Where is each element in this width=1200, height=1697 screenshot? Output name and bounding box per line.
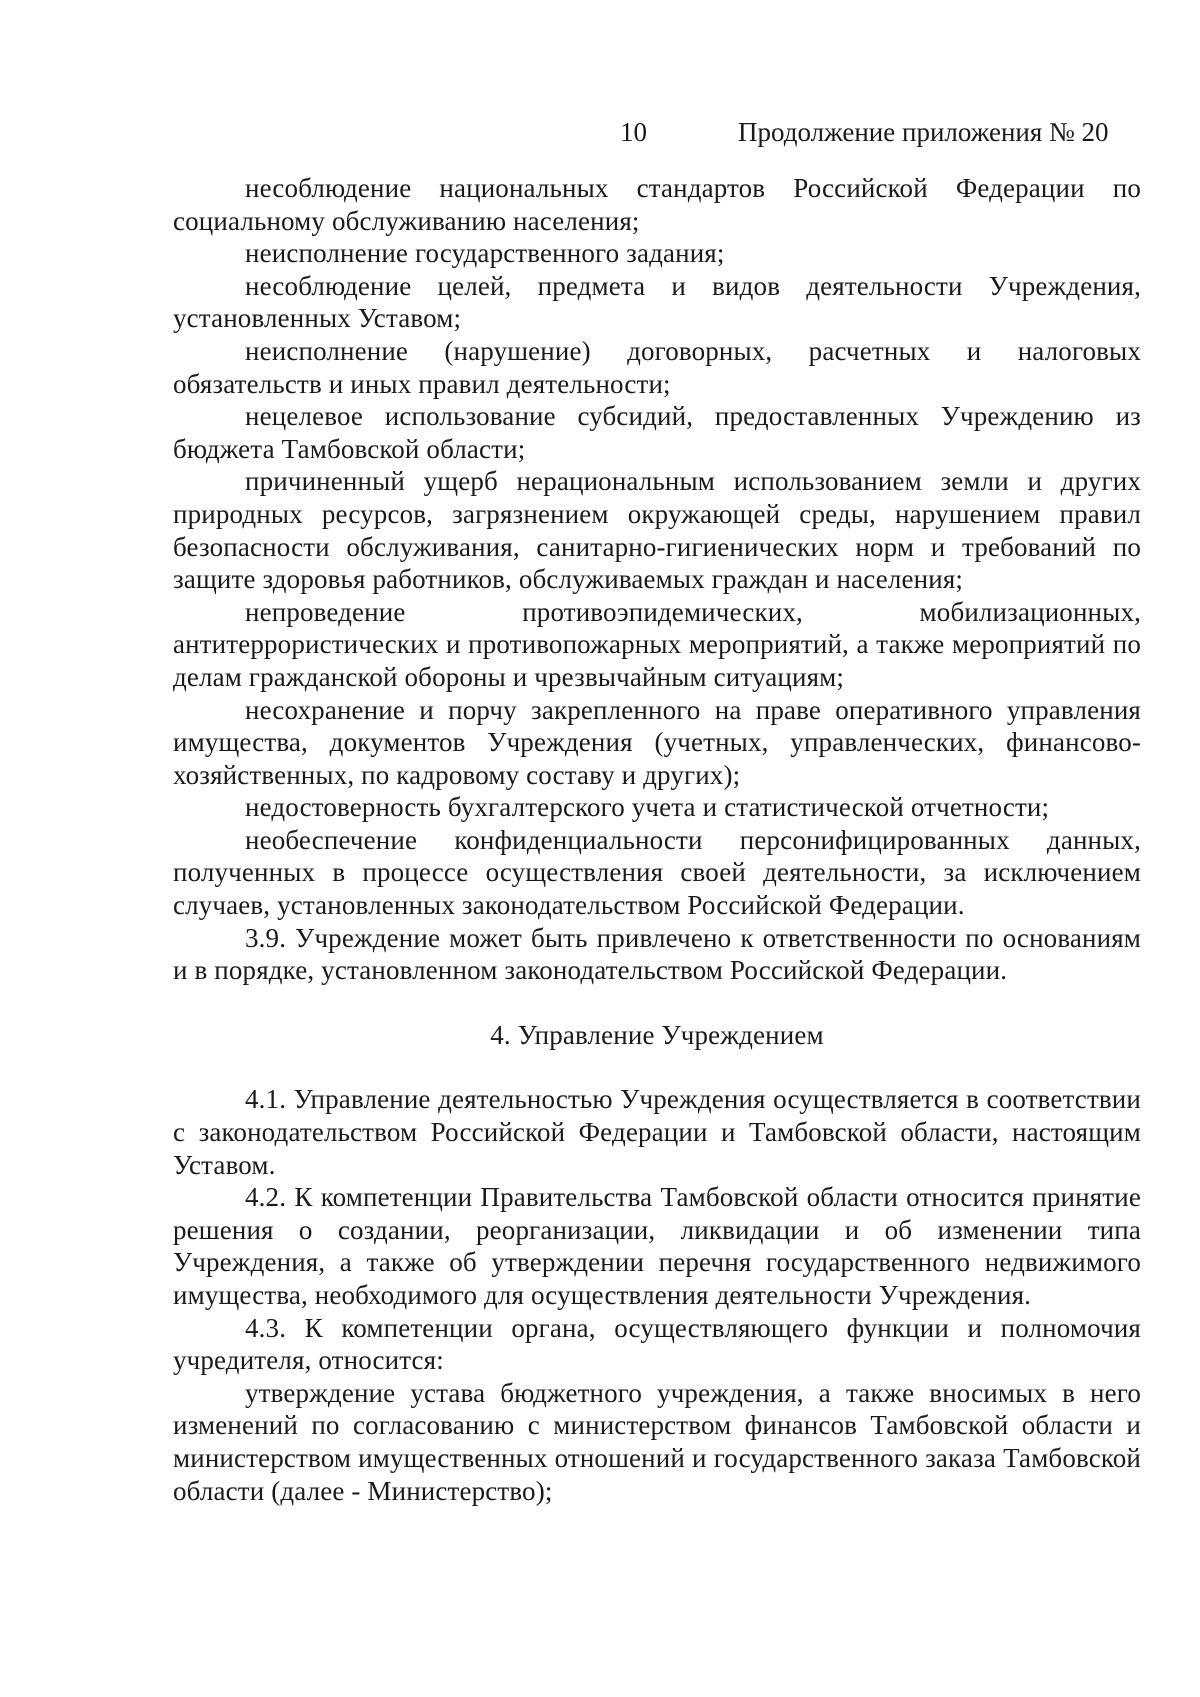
paragraph-clause-4-2: 4.2. К компетенции Правительства Тамбовской области относится принятие решения о создании, реорганизации, ликвидации и об изменении типа Учреждения, а также об утверждении перечня государственного недвижимого имущества, необходимого для осуществления деятельности Учреждения.	[173, 1182, 1141, 1310]
page-header	[0, 112, 1200, 152]
paragraph-data-confidentiality: необеспечение конфиденциальности персонифицированных данных, полученных в процессе осуществления своей деятельности, за исключением случаев, установленных законодательством Российской Федерации.	[173, 824, 1141, 921]
document-body	[173, 172, 1141, 1507]
paragraph-clause-4-1: 4.1. Управление деятельностью Учреждения осуществляется в соответствии с законодательством Российской Федерации и Тамбовской области, настоящим Уставом.	[173, 1084, 1141, 1180]
section-heading-management: 4. Управление Учреждением	[490, 1019, 824, 1050]
paragraph-preventive-measures: непроведение противоэпидемических, мобилизационных, антитеррористических и противопожарных мероприятий, а также мероприятий по делам гражданской обороны и чрезвычайным ситуациям;	[173, 596, 1141, 692]
paragraph-accounting-reliability: недостоверность бухгалтерского учета и статистической отчетности;	[245, 792, 1050, 823]
paragraph-contractual-obligations: неисполнение (нарушение) договорных, расчетных и налоговых обязательств и иных правил деятельности;	[173, 335, 1141, 399]
paragraph-state-assignment: неисполнение государственного задания;	[245, 238, 725, 269]
paragraph-clause-4-3: 4.3. К компетенции органа, осуществляющего функции и полномочия учредителя, относится:	[173, 1312, 1141, 1376]
page-number: 10	[620, 117, 647, 147]
appendix-continuation-label: Продолжение приложения № 20	[738, 117, 1109, 147]
paragraph-property-preservation: несохранение и порчу закрепленного на праве оперативного управления имущества, документов Учреждения (учетных, управленческих, финансово-хозяйственных, по кадровому составу и других);	[173, 694, 1141, 790]
paragraph-charter-goals: несоблюдение целей, предмета и видов деятельности Учреждения, установленных Уставом;	[173, 270, 1141, 334]
paragraph-damage-caused: причиненный ущерб нерациональным использованием земли и других природных ресурсов, загрязнением окружающей среды, нарушением правил безопасности обслуживания, санитарно-гигиенических норм и требований по защите здоровья работников, обслуживаемых граждан и населения;	[173, 466, 1141, 595]
paragraph-violation-national-standards: несоблюдение национальных стандартов Российской Федерации по социальному обслуживанию населения;	[173, 173, 1141, 236]
paragraph-clause-3-9: 3.9. Учреждение может быть привлечено к ответственности по основаниям и в порядке, установленном законодательством Российской Федерации.	[173, 922, 1141, 986]
paragraph-misuse-of-subsidies: нецелевое использование субсидий, предоставленных Учреждению из бюджета Тамбовской области;	[173, 401, 1141, 464]
paragraph-charter-approval: утверждение устава бюджетного учреждения, а также вносимых в него изменений по согласованию с министерством финансов Тамбовской области и министерством имущественных отношений и государственного заказа Тамбовской области (далее - Министерство);	[173, 1377, 1141, 1506]
